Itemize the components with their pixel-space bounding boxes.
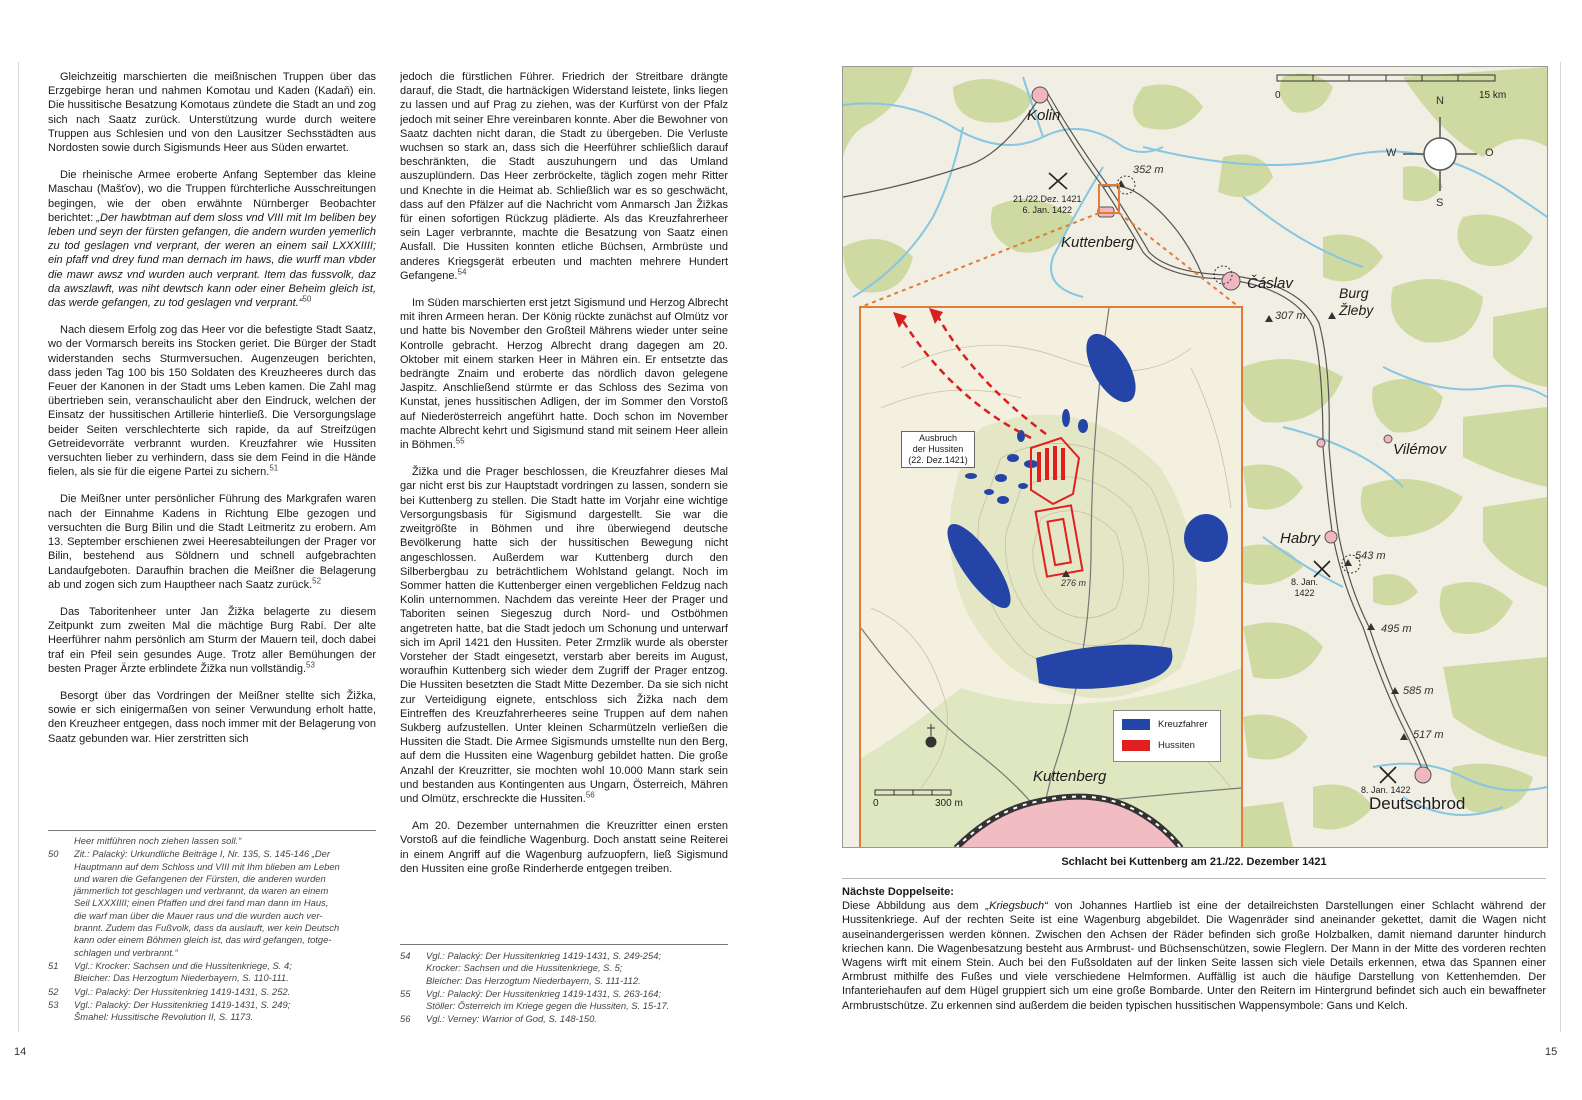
footnote-line: brannt. Zudem das Fußvolk, dass da auslauft, wer kein Deutsch xyxy=(74,922,340,934)
footnote-line: Vgl.: Palacký: Der Hussitenkrieg 1419-1431, S. 252. xyxy=(74,985,291,997)
footnote-text xyxy=(74,835,376,847)
footnote-line: Vgl.: Palacký: Der Hussitenkrieg 1419-1431, S. 263-164; xyxy=(426,987,662,999)
place-kolin: Kolin xyxy=(1027,107,1061,124)
elevation-label: 543 m xyxy=(1355,550,1386,562)
crusaders-swatch xyxy=(1122,719,1150,730)
footnote xyxy=(48,848,376,959)
paragraph: Das Taboritenheer unter Jan Žižka belagerte zu diesem Zeitpunkt zum zweiten Mal die mächtige Burg Rabí. Der alte Heerführer nahm persönlich am Sturm der Mauern teil, doch dabei traf ein Pfeil sein gesundes Auge. Trotz aller Bemühungen der besten Prager Ärzte erblindete Žižka nun vollständig.$^{53}$ xyxy=(48,605,376,675)
footnote-number: 54 xyxy=(400,950,411,961)
footnote-line: Bleicher: Das Herzogtum Niederbayern, S. 111-112. xyxy=(426,974,641,986)
place-caslav: Čáslav xyxy=(1247,275,1293,292)
next-spread-note xyxy=(842,885,1546,1013)
footnote-line: Hauptmann auf dem Schloss und VIII mit Ihm blieben am Leben xyxy=(74,860,340,872)
footnote-text xyxy=(74,960,376,985)
scale-start: 0 xyxy=(1275,90,1281,101)
battle-map xyxy=(842,66,1548,848)
footnote-line: Vgl.: Verney: Warrior of God, S. 148-150. xyxy=(426,1013,597,1025)
footnote-line: Šmahel: Hussitische Revolution II, S. 1173. xyxy=(74,1011,254,1023)
footnote xyxy=(400,950,728,987)
footnote-line: jämmerlich tot geschlagen und verbrannt, da waren an einem xyxy=(74,885,329,897)
page-number-left: 14 xyxy=(14,1046,27,1058)
footnote xyxy=(48,960,376,985)
footnote-number: 51 xyxy=(48,959,59,971)
paragraph: Besorgt über das Vordringen der Meißner stellte sich Žižka, sowie er sich einigermaßen von seiner Verwundung erholt hatte, den Kreuzheer entgegen, dass noch immer mit der Belagerung von Saatz gebunden war. Hier zerstritten sich xyxy=(48,689,376,745)
battle-date-habry: 8. Jan. 1422 xyxy=(1291,577,1319,598)
paragraph: Nach diesem Erfolg zog das Heer vor die befestigte Stadt Saatz, wo der Vormarsch bereits ins Stocken geriet. Die Bürger der Stadt widerstanden sechs Sturmversuchen. Augenzeugen berichten, dass jeden Tag 100 bis 150 Soldaten des Kreuzheeres durch das Feuer der Kanonen in der Stadt ums Leben kamen. Die Zahl mag übertrieben sein, veranschaulicht aber den Eindruck, welchen der Einsatz der hussitischen Artillerie hinterließ. Die Versorgungslage beider Seiten verschlechterte sich rapide, da auf Streifzügen Getreidevorräte verbrannt wurden. Kreuzfahrer wie Hussiten versuchten lieber zu verhindern, dass sie dem Feind in die Hände fielen, als sie für die eigene Partei zu sichern.$^{51}$ xyxy=(48,324,376,479)
paragraph: Im Süden marschierten erst jetzt Sigismund und Herzog Albrecht mit ihren Armeen heran. Der König rückte zunächst auf Olmütz vor und hatte bis November den Großteil Mährens wieder unter seine Kontrolle gebracht. Herzog Albrecht drang dagegen am 20. Oktober mit einem starken Heer in Mähren ein. Er entsetzte das bedrängte Znaim und eroberte das nördlich davon gelegene Jaspitz. Anschließend stürmte er das Schloss des Sezima von Kunstat, jenes hussitischen Adligen, der im Sommer den Vorstoß auf Niederösterreich angeführt hatte. Doch schon im November machte Albrecht kehrt und Sigismund stand mit seinem Heer allein in Böhmen.$^{55}$ xyxy=(400,297,728,452)
footnote-rule xyxy=(48,830,376,831)
battle-date-deutschbrod: 8. Jan. 1422 xyxy=(1361,785,1411,795)
footnote-line: kann oder einem Böhmen gleich ist, das wird gefangen, totge- xyxy=(74,934,332,946)
page-edge-right xyxy=(1560,62,1561,1032)
footnote-text xyxy=(74,999,376,1024)
footnote-line: und waren die Gefangenen der Fürsten, die anderen wurden xyxy=(74,872,326,884)
footnote-text xyxy=(426,988,728,1013)
paragraph: Die Meißner unter persönlicher Führung des Markgrafen waren nach der Einnahme Kadens in Richtung Elbe gezogen und versuchten die Burg Bilin und die Stadt Leitmeritz zu erobern. Am 13. September erschienen zwei Heeresabteilungen der Prager vor Bilin, bestehend aus Söldnern und schnell aufgebrachten Landaufgeboten. Daraufhin brachen die Meißner die Belagerung ab und zogen sich zum Hauptheer nach Saatz zurück.$^{52}$ xyxy=(48,493,376,591)
footnote-text xyxy=(426,1013,728,1025)
elevation-label: 307 m xyxy=(1275,310,1306,322)
paragraph: Gleichzeitig marschierten die meißnischen Truppen über das Erzgebirge heran und nahmen Komotau und Kaden (Kadaň) ein. Die hussitische Besatzung Komotaus zündete die Stadt an und zog sich nach Saatz zurück. Unterstützung wurde durch weitere Truppen aus Schlesien und von den Lausitzer Sechsstädten aus Nordosten sowie durch Sigismunds Heer aus Süden erwartet. xyxy=(48,71,376,155)
footnote-line: Vgl.: Palacký: Der Hussitenkrieg 1419-1431, S. 249-254; xyxy=(426,950,662,961)
place-deutschbrod: Deutschbrod xyxy=(1369,794,1466,813)
map-legend xyxy=(1113,710,1221,762)
footnotes-middle xyxy=(400,950,728,1040)
quote: „Der hawbtman auf dem sloss vnd VIII mit Im beliben bey leben und seyn der fürsten gefangen, die andern wurden yemerlich zu tod geslagen vnd verprant, der weren an einem sail LXXXIIII; ein pfaff vnd drey fund man dernach im haws, die wurff man vbder die mawr awsz vnd wurden auch verprant. Item das fussvolk, daz da awszlawft, was niht dewtsch kann oder einer Beheim gleich ist, das werde gefangen, zu tod geslagen vnd verprant.“ xyxy=(48,211,376,310)
compass-east: O xyxy=(1485,147,1494,159)
inset-town-kuttenberg: Kuttenberg xyxy=(1033,768,1107,785)
footnotes-left xyxy=(48,835,376,1035)
note-body: Diese Abbildung aus dem „Kriegsbuch“ von Johannes Hartlieb ist eine der detailreichsten Darstellungen einer Schlacht während der Hussitenkriege. Auf der rechten Seite ist eine Wagenburg abgebildet. Die Wagenräder sind aneinander gekettet, damit die Wagen nicht auseinandergerissen werden können. Zwischen den Achsen der Räder befinden sich große Holzbalken, damit niemand darunter hindurch kriechen kann. Die Wagenbesatzung besteht aus Armbrust- und Büchsenschützen, sowie Fleglern. Der Mann in der Mitte des vorderen rechten Wagens wirft mit einem Stein. Auch bei den Fußsoldaten auf der linken Seite lassen sich viele Details erkennen, etwa das Spannen einer Armbrust mithilfe des Fußes und viele verschiedene Helmformen. Auffällig ist auch die häufige Darstellung von Kettenhemden. Der Infanteriehaufen auf dem Hügel gruppiert sich um eine große Bombarde. Unter den Reitern im Hintergrund befindet sich auch ein bewaffneter Armbrustschütze. Zu erkennen sind außerdem die beiden typischen hussitischen Wappensymbole: Gans und Kelch. xyxy=(842,900,1546,1012)
inset-terrain xyxy=(861,308,1241,848)
place-habry: Habry xyxy=(1280,530,1321,547)
footnote xyxy=(48,999,376,1024)
footnote-line: schlagen und verbrannt.“ xyxy=(74,946,178,958)
footnote-line: die warf man über die Mauer raus und die wurden auch ver- xyxy=(74,909,323,921)
footnote-line: Bleicher: Das Herzogtum Niederbayern, S. 110-111. xyxy=(74,972,289,984)
elevation-label: 352 m xyxy=(1133,164,1164,176)
footnote xyxy=(400,1013,728,1025)
footnote-number: 52 xyxy=(48,985,59,997)
inset-map xyxy=(859,306,1243,848)
footnote-number: 53 xyxy=(48,998,59,1010)
place-vilemov: Vilémov xyxy=(1393,441,1447,458)
note-heading: Nächste Doppelseite: xyxy=(842,886,954,898)
footnote-line: Vgl.: Krocker: Sachsen und die Hussitenkriege, S. 4; xyxy=(74,959,292,971)
footnote-text xyxy=(74,986,376,998)
scale-end: 15 km xyxy=(1479,90,1507,101)
footnote xyxy=(400,988,728,1013)
footnote-number: 50 xyxy=(48,848,59,860)
footnote-line: Stöller: Österreich im Kriege gegen die Hussiten, S. 15-17. xyxy=(426,1000,670,1012)
footnote-line: Seil LXXXIIII; einen Pfaffen und drei fand man dann im Haus, xyxy=(74,897,329,909)
caption-rule xyxy=(842,878,1546,879)
text-column-1 xyxy=(48,70,376,840)
compass-north: N xyxy=(1436,95,1444,107)
page-number-right: 15 xyxy=(1545,1046,1558,1058)
paragraph: jedoch die fürstlichen Führer. Friedrich der Streitbare drängte darauf, die Stadt, die hartnäckigen Widerstand leistete, links liegen zu lassen und auf Prag zu ziehen, was der Kurfürst von der Pfalz jedoch mit seiner Ehre vereinbaren konnte. Aber die Bewohner von Saatz dachten nicht daran, die Stadt zu übergeben. Die Verluste wuchsen so stark an, dass sich die Heerführer schließlich darauf beschränkten, die Stadt auszuhungern und das Umland auszuplündern. Das Heer zerbröckelte, täglich zogen mehr Ritter und Knechte in die Heimat ab. Schließlich war es so geschwächt, dass auf den Pfälzer auf die Nachricht vom Anmarsch Jan Žižkas für einen sofortigen Rückzug plädierte. Als das Kreuzfahrerheer sein Lager verbrannte, machte die Besatzung von Saatz einen Ausfall. Die Hussiten konnten etliche Büchsen, Armbrüste und anderes Kriegsgerät erbeuten und machten mehrere Hundert Gefangene.$^{54}$ xyxy=(400,71,728,282)
inset-scale-start: 0 xyxy=(873,798,879,809)
footnote-number xyxy=(48,835,74,847)
footnote xyxy=(48,835,376,847)
footnote-text xyxy=(426,950,728,987)
place-burg-zleby: Burg Žleby xyxy=(1339,285,1374,318)
footnote-number: 55 xyxy=(400,987,411,999)
elevation-label: 585 m xyxy=(1403,685,1434,697)
paragraph: Žižka und die Prager beschlossen, die Kreuzfahrer dieses Mal gar nicht erst bis zur Hauptstadt vordringen zu lassen, sondern sie bei Kuttenberg zu stellen. Die Stadt hatte im Vorjahr eine wichtige Versorgungsbasis für Sigismund dargestellt. Sie war die zweitgrößte in Böhmen und ihre überwiegend deutsche Bevölkerung hatte sich der hussitischen Bewegung nicht angeschlossen. Außerdem war Kuttenberg durch den Silberbergbau zu beträchtlichem Wohlstand gelangt. Noch im Sommer hatten die Kuttenberger einen vergeblichen Feldzug nach Kolin unternommen. Nachdem das vereinte Heer der Prager und Taboriten seinen Siegeszug durch Nord- und Ostböhmen angetreten hatte, bat die Stadt jedoch um Schonung und unterwarf sich im April 1421 den Hussiten. Peter Zrmzlik wurde als oberster Vorsteher der Stadt eingesetzt, verstarb aber bereits im August, woraufhin Kuttenberg sich wieder dem Zugriff der Prager entzog. Die Hussiten besetzten die Stadt Mitte Dezember. Da sie sich nicht zur Verteidigung eignete, entschloss sich Žižka nach dem Eintreffen des Kreuzfahrerheeres seine Truppen auf dem nahen Sukberg aufzustellen. Unter kleinen Scharmützeln verließen die Hussiten die Stadt. Die Armee Sigismunds umstellte nun den Berg, auf dem die Hussiten eine Wagenburg gebildet hatten. Die große Anzahl der Kreuzritter, sie mochten wohl 10.000 Mann stark sein und bestanden aus Kontingenten aus Ungarn, Österreich, Mähren und Olmütz, erschreckte die Hussiten.$^{56}$ xyxy=(400,466,728,805)
footnote-rule xyxy=(400,944,728,945)
elevation-label: 517 m xyxy=(1413,729,1444,741)
breakout-callout: Ausbruch der Hussiten (22. Dez.1421) xyxy=(901,431,975,468)
inset-elevation: 276 m xyxy=(1061,578,1087,588)
legend-crusaders: Kreuzfahrer xyxy=(1122,719,1208,730)
paragraph: Die rheinische Armee eroberte Anfang September das kleine Maschau (Mašťov), wo die Truppen fürchterliche Ausschreitungen begingen, wie der oben erwähnte Nürnberger Beobachter berichtet: „Der hawbtman auf dem sloss vnd VIII mit Im beliben bey leben und seyn der fürsten gefangen, die andern wurden yemerlich zu tod geslagen vnd verprant, der weren an einem sail LXXXIIII; ein pfaff vnd drey fund man dernach im haws, die wurff man vbder die mawr awsz vnd wurden auch verprant. Item das fussvolk, daz da awszlawft, was niht dewtsch kann oder einer Beheim gleich ist, das werde gefangen, zu tod geslagen vnd verprant.“$^{50}$ xyxy=(48,169,376,310)
compass-west: W xyxy=(1386,147,1397,159)
footnote-line: Vgl.: Palacký: Der Hussitenkrieg 1419-1431, S. 249; xyxy=(74,998,291,1010)
text-column-2 xyxy=(400,70,728,930)
footnote xyxy=(48,986,376,998)
footnote-line: Zit.: Palacký: Urkundliche Beiträge I, Nr. 135, S. 145-146 „Der xyxy=(74,848,331,860)
battle-date-kuttenberg: 21./22.Dez. 1421 6. Jan. 1422 xyxy=(1013,194,1082,215)
page-edge-left xyxy=(18,62,19,1032)
place-kuttenberg: Kuttenberg xyxy=(1061,234,1135,251)
elevation-label: 495 m xyxy=(1381,623,1412,635)
legend-hussites: Hussiten xyxy=(1122,740,1195,751)
hussites-swatch xyxy=(1122,740,1150,751)
footnote-line: Heer mitführen noch ziehen lassen soll.“ xyxy=(74,835,242,846)
paragraph: Am 20. Dezember unternahmen die Kreuzritter einen ersten Vorstoß auf die feindliche Wagenburg. Doch anstatt seine Reiterei in einem Angriff auf die Wagenburg aufzuopfern, ließ Sigismund den Hussiten eine große Rinderherde entgegen treiben. xyxy=(400,820,728,875)
inset-scale-end: 300 m xyxy=(935,798,963,809)
map-caption: Schlacht bei Kuttenberg am 21./22. Dezember 1421 xyxy=(1061,856,1327,868)
compass-south: S xyxy=(1436,197,1444,209)
footnote-number: 56 xyxy=(400,1013,411,1025)
footnote-line: Krocker: Sachsen und die Hussitenkriege, S. 5; xyxy=(426,962,623,974)
footnote-text xyxy=(74,848,376,959)
